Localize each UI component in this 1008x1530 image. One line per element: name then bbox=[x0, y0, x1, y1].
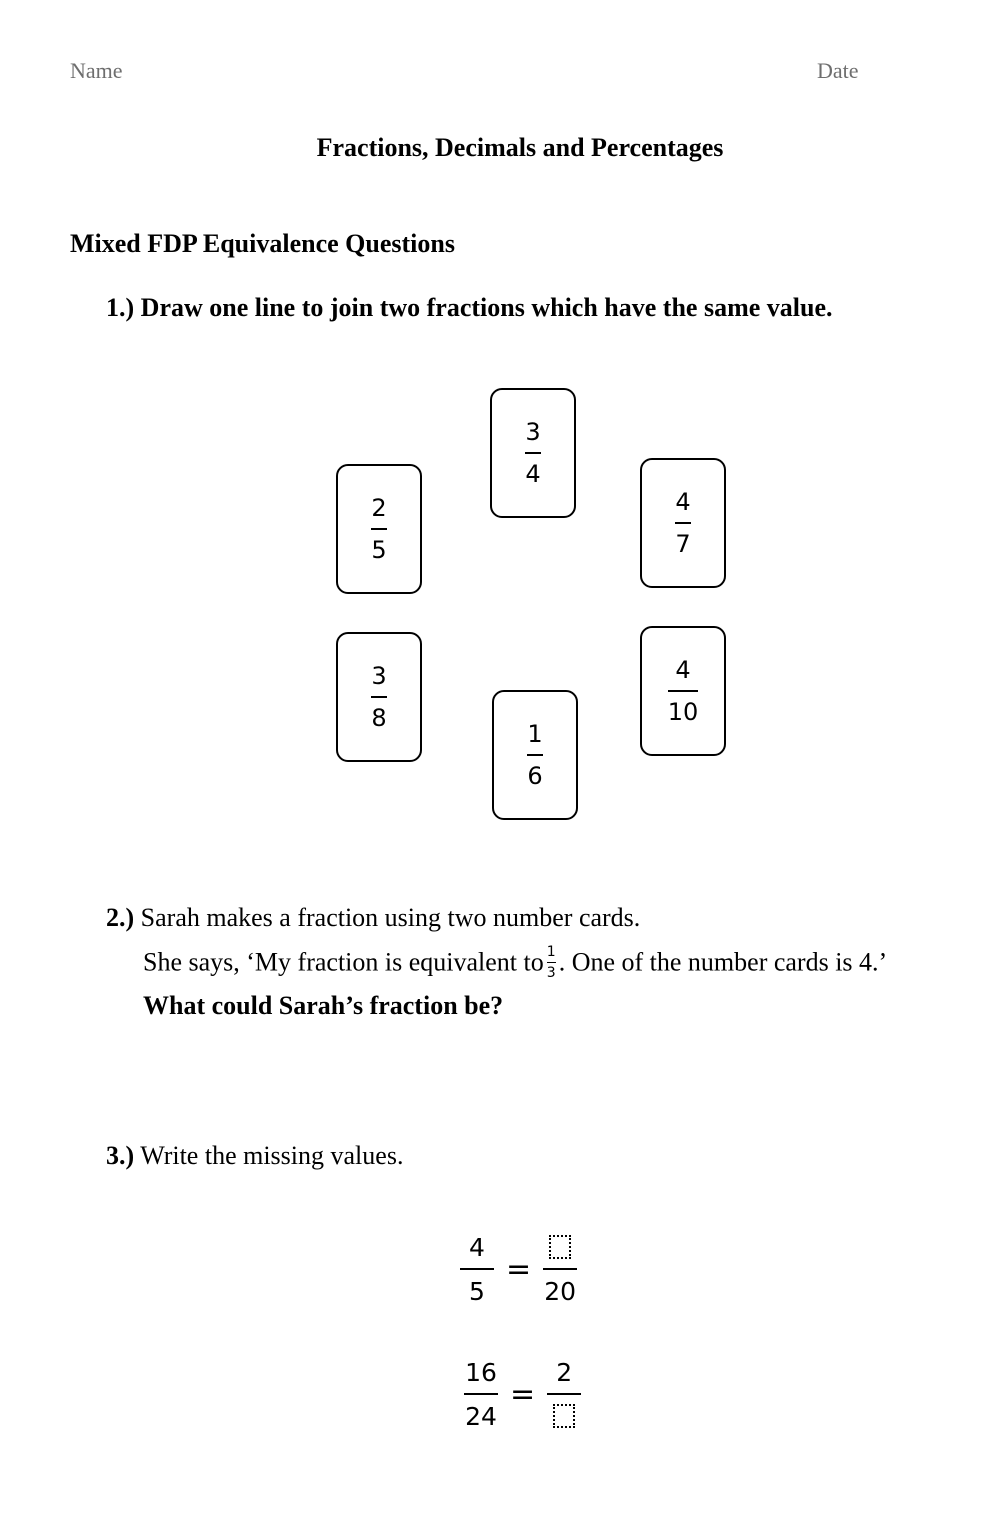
answer-box[interactable] bbox=[549, 1235, 571, 1259]
eq2-right-numerator: 2 bbox=[556, 1357, 573, 1387]
fraction-card[interactable] bbox=[336, 464, 422, 594]
card-numerator: 4 bbox=[675, 656, 691, 684]
inline-numerator: 1 bbox=[546, 944, 556, 960]
inline-fraction bbox=[547, 945, 556, 980]
card-numerator: 3 bbox=[371, 662, 387, 690]
equation-2 bbox=[464, 1351, 581, 1437]
q2-line1 bbox=[106, 903, 640, 933]
eq1-left-numerator: 4 bbox=[469, 1232, 485, 1262]
date-label: Date bbox=[817, 58, 859, 83]
card-denominator: 4 bbox=[525, 460, 541, 488]
q1-text: Draw one line to join two fractions which have the same value. bbox=[140, 293, 833, 322]
q1-prompt bbox=[106, 293, 833, 323]
q3-text: Write the missing values. bbox=[140, 1141, 404, 1170]
name-label: Name bbox=[70, 58, 123, 83]
equals-sign: = bbox=[506, 1251, 532, 1287]
eq2-left-denominator: 24 bbox=[465, 1401, 497, 1431]
equals-sign: = bbox=[510, 1376, 536, 1412]
q2-line2-pre: She says, ‘My fraction is equivalent to bbox=[143, 947, 544, 977]
card-denominator: 6 bbox=[527, 762, 543, 790]
q2-question: What could Sarah’s fraction be? bbox=[143, 991, 504, 1020]
eq2-left-numerator: 16 bbox=[465, 1357, 497, 1387]
fraction-card[interactable] bbox=[640, 626, 726, 756]
card-denominator: 10 bbox=[667, 698, 699, 726]
equation-1 bbox=[460, 1226, 577, 1312]
section-heading: Mixed FDP Equivalence Questions bbox=[70, 229, 455, 258]
q2-line1-text: Sarah makes a fraction using two number cards. bbox=[140, 903, 641, 932]
eq1-right-denominator: 20 bbox=[544, 1276, 577, 1306]
q1-number: 1.) bbox=[106, 293, 135, 322]
q2-line2-post: . One of the number cards is 4.’ bbox=[558, 947, 888, 977]
q2-number: 2.) bbox=[106, 903, 135, 932]
card-numerator: 4 bbox=[675, 488, 691, 516]
card-denominator: 5 bbox=[371, 536, 387, 564]
card-numerator: 3 bbox=[525, 418, 541, 446]
card-denominator: 8 bbox=[371, 704, 387, 732]
q2-line2 bbox=[143, 944, 888, 982]
answer-box[interactable] bbox=[553, 1404, 575, 1428]
q3-number: 3.) bbox=[106, 1141, 135, 1170]
q3-prompt bbox=[106, 1141, 403, 1171]
card-numerator: 1 bbox=[527, 720, 543, 748]
inline-denominator: 3 bbox=[546, 965, 556, 981]
card-numerator: 2 bbox=[371, 494, 387, 522]
fraction-card[interactable] bbox=[336, 632, 422, 762]
card-denominator: 7 bbox=[675, 530, 691, 558]
fraction-card[interactable] bbox=[640, 458, 726, 588]
eq1-left-denominator: 5 bbox=[469, 1276, 485, 1306]
fraction-card[interactable] bbox=[490, 388, 576, 518]
fraction-card[interactable] bbox=[492, 690, 578, 820]
page-title: Fractions, Decimals and Percentages bbox=[316, 133, 724, 162]
